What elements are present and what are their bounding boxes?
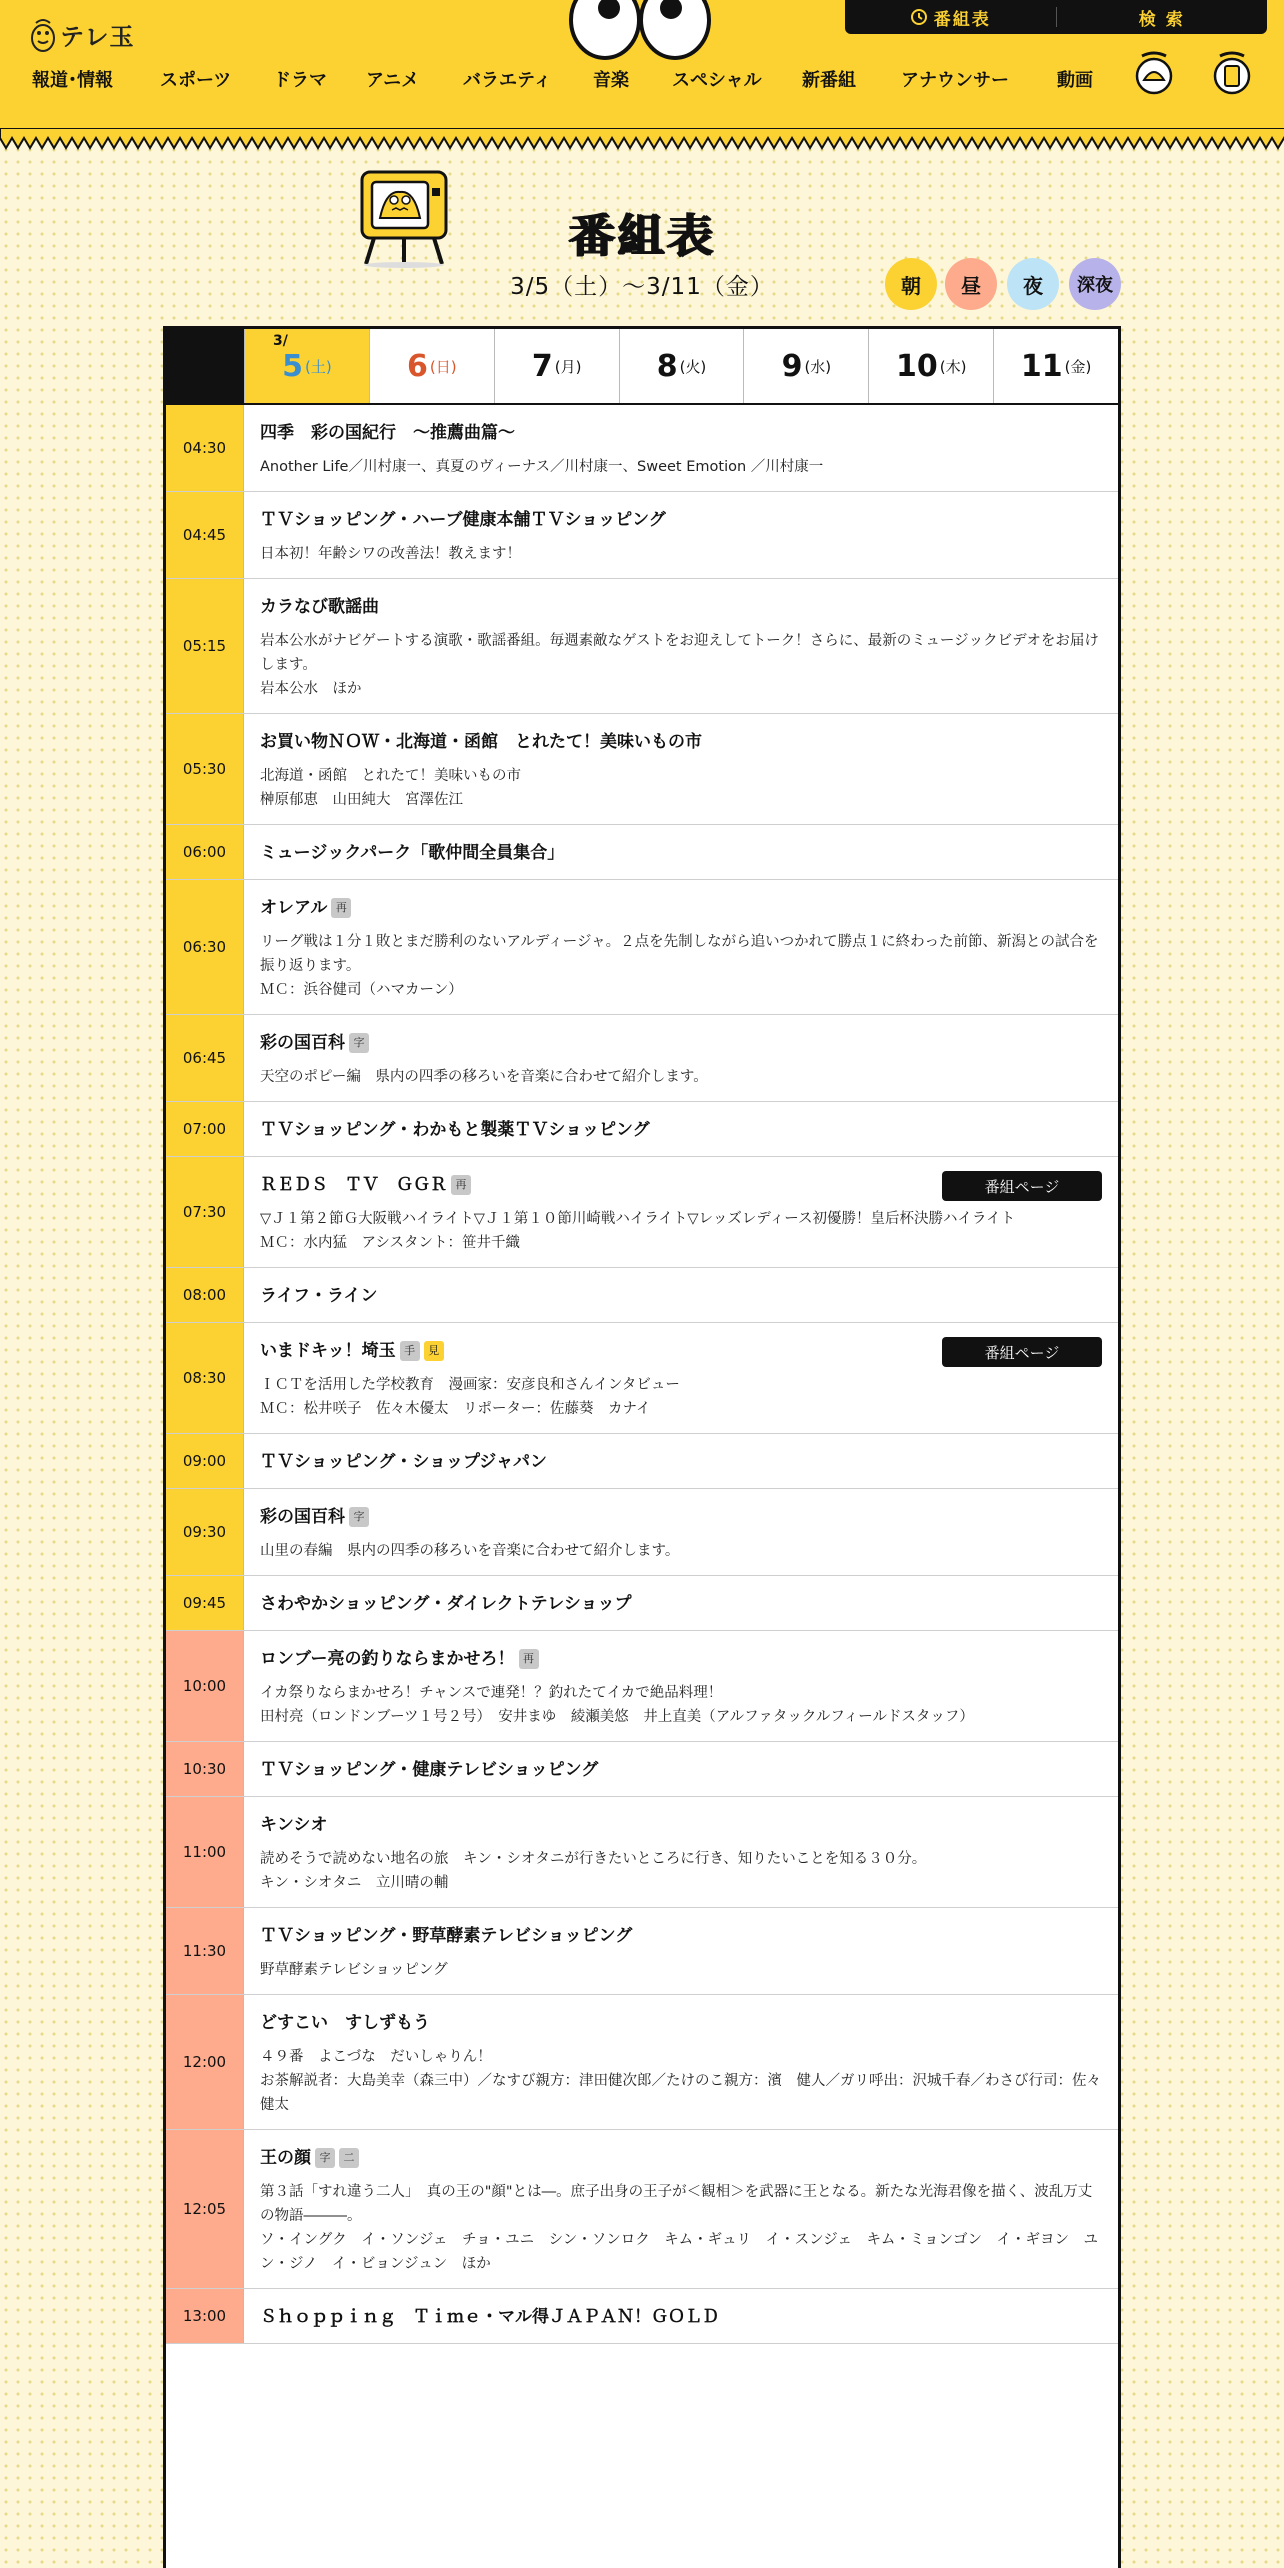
program-row	[166, 1908, 1118, 1995]
program-cell[interactable]	[244, 1015, 1118, 1101]
program-time: 11:00	[166, 1797, 244, 1907]
program-description: イカ祭りならまかせろ！チャンスで連発！？釣れたてイカで絶品料理！ 田村亮（ロンドンブーツ１号２号） 安井まゆ 綾瀬美悠 井上直美（アルファタックルフィールドスタッフ）	[260, 1685, 974, 1725]
program-cell[interactable]	[244, 492, 1118, 578]
search-link[interactable]	[1057, 5, 1268, 30]
program-description: 第３話「すれ違う二人」 真の王の"顔"とは―。庶子出身の王子が＜観相＞を武器に王となる。新たな光海君像を描く、波乱万丈の物語―――。 ソ・イングク イ・ソンジェ チョ・ユニ シン・ソンロク キム・ギュリ イ・スンジェ キム・ミョンゴン イ・ギヨン ユン・ジノ イ・ビョンジュン ほか	[260, 2184, 1099, 2272]
program-tag-badge: 手	[400, 1341, 420, 1361]
program-time: 09:30	[166, 1489, 244, 1575]
program-tag-badge: 二	[339, 2148, 359, 2168]
program-time: 07:00	[166, 1102, 244, 1156]
nav-item-drama[interactable]: ドラマ	[273, 70, 327, 91]
program-tag-badge: 見	[424, 1341, 444, 1361]
date-range: 3/5（土）〜3/11（金）	[510, 274, 774, 300]
program-row	[166, 1576, 1118, 1631]
program-description: 岩本公水がナビゲートする演歌・歌謡番組。毎週素敵なゲストをお迎えしてトーク！さらに、最新のミュージックビデオをお届けします。 岩本公水 ほか	[260, 633, 1099, 697]
day-tab-weekday: (日)	[429, 357, 457, 376]
schedule-link[interactable]	[845, 5, 1056, 30]
program-row	[166, 1268, 1118, 1323]
header-zigzag-edge	[0, 128, 1284, 152]
mascot-logo-icon	[30, 14, 56, 54]
program-title[interactable]: カラなび歌謡曲	[260, 597, 379, 617]
program-row	[166, 1323, 1118, 1434]
day-tab-10[interactable]	[868, 329, 993, 403]
program-cell[interactable]	[244, 825, 1118, 879]
program-title[interactable]: 四季 彩の国紀行 ～推薦曲篇～	[260, 423, 515, 443]
program-time: 07:30	[166, 1157, 244, 1267]
program-title[interactable]: ライフ・ライン	[260, 1286, 378, 1306]
program-tag-badge: 字	[349, 1033, 369, 1053]
program-row	[166, 1742, 1118, 1797]
program-row	[166, 492, 1118, 579]
program-title[interactable]: ロンブー亮の釣りならまかせろ！ 再	[260, 1645, 1102, 1673]
program-time: 06:00	[166, 825, 244, 879]
logo-text: テレ玉	[60, 22, 135, 51]
day-tab-weekday: (火)	[679, 357, 707, 376]
program-description: 山里の春編 県内の四季の移ろいを音楽に合わせて紹介します。	[260, 1543, 680, 1559]
program-title[interactable]: Ｓｈｏｐｐｉｎｇ Ｔｉｍｅ・マル得ＪＡＰＡＮ！ＧＯＬＤ	[260, 2307, 719, 2327]
program-tag-badge: 再	[451, 1175, 471, 1195]
program-cell[interactable]	[244, 714, 1118, 824]
program-cell[interactable]	[244, 1631, 1118, 1741]
page-title: 番組表	[568, 209, 716, 263]
schedule-link-label: 番組表	[933, 9, 991, 30]
nav-item-music[interactable]: 音楽	[593, 70, 629, 91]
program-title[interactable]: どすこい すしずもう	[260, 2013, 430, 2033]
day-tab-weekday: (水)	[804, 357, 832, 376]
day-tabs	[166, 329, 1118, 405]
program-cell[interactable]	[244, 1576, 1118, 1630]
program-time: 08:30	[166, 1323, 244, 1433]
program-cell[interactable]	[244, 2289, 1118, 2343]
nav-item-variety[interactable]: バラエティ	[463, 70, 552, 91]
program-description: 日本初！年齢シワの改善法！教えます！	[260, 546, 521, 562]
site-logo[interactable]	[30, 14, 135, 54]
day-header-corner	[166, 329, 244, 403]
program-description: ▽Ｊ１第２節Ｇ大阪戦ハイライト▽Ｊ１第１０節川崎戦ハイライト▽レッズレディース初優勝！皇后杯決勝ハイライト ＭＣ：水内猛 アシスタント：笹井千織	[260, 1211, 1016, 1251]
program-cell[interactable]	[244, 579, 1118, 713]
program-cell[interactable]	[244, 2130, 1118, 2288]
day-tab-date: 9	[781, 348, 803, 384]
program-cell[interactable]	[244, 1323, 1118, 1433]
time-of-day-night-button[interactable]: 夜	[1007, 258, 1059, 310]
program-title[interactable]: ＴＶショッピング・ショップジャパン	[260, 1452, 547, 1472]
program-time: 05:30	[166, 714, 244, 824]
program-list	[166, 405, 1118, 2344]
day-tab-11[interactable]	[993, 329, 1118, 403]
time-of-day-daytime-button[interactable]: 昼	[945, 258, 997, 310]
program-time: 10:00	[166, 1631, 244, 1741]
program-time: 04:45	[166, 492, 244, 578]
time-of-day-morning-button[interactable]: 朝	[885, 258, 937, 310]
teletama-pass-icon[interactable]	[1212, 50, 1252, 96]
program-title[interactable]: さわやかショッピング・ダイレクトテレショップ	[260, 1594, 632, 1614]
program-cell[interactable]	[244, 1102, 1118, 1156]
program-page-button[interactable]: 番組ページ	[942, 1171, 1102, 1201]
program-title[interactable]: ミュージックパーク「歌仲間全員集合」	[260, 843, 565, 863]
day-tab-weekday: (月)	[554, 357, 582, 376]
day-tab-date: 10	[895, 348, 938, 384]
day-tab-7[interactable]	[494, 329, 619, 403]
program-row	[166, 1102, 1118, 1157]
program-description: 読めそうで読めない地名の旅 キン・シオタニが行きたいところに行き、知りたいことを知る３０分。 キン・シオタニ 立川晴の輔	[260, 1851, 927, 1891]
program-cell[interactable]	[244, 1268, 1118, 1322]
program-row	[166, 579, 1118, 714]
program-tag-badge: 字	[349, 1507, 369, 1527]
program-title[interactable]: 彩の国百科 字	[260, 1029, 1102, 1057]
program-row	[166, 1631, 1118, 1742]
program-row	[166, 2130, 1118, 2289]
program-title[interactable]: オレアル 再	[260, 894, 1102, 922]
program-time: 06:30	[166, 880, 244, 1014]
day-tab-date: 11	[1020, 348, 1063, 384]
program-description: Another Life／川村康一、真夏のヴィーナス／川村康一、Sweet Emotion ／川村康一	[260, 459, 824, 475]
day-tab-6[interactable]	[369, 329, 494, 403]
top-utility-bar	[845, 0, 1267, 34]
program-cell[interactable]	[244, 880, 1118, 1014]
program-time: 12:05	[166, 2130, 244, 2288]
program-page-button[interactable]: 番組ページ	[942, 1337, 1102, 1367]
day-tab-date: 8	[656, 348, 678, 384]
day-tab-month: 3/	[273, 333, 288, 349]
mascot-eyes-icon	[565, 0, 715, 60]
nav-item-videos[interactable]: 動画	[1057, 70, 1093, 91]
day-tab-weekday: (土)	[305, 357, 332, 376]
program-cell[interactable]	[244, 1797, 1118, 1907]
program-time: 13:00	[166, 2289, 244, 2343]
program-time: 10:30	[166, 1742, 244, 1796]
program-cell[interactable]	[244, 1157, 1118, 1267]
day-tab-date: 6	[406, 348, 428, 384]
day-tab-8[interactable]	[619, 329, 744, 403]
day-tab-date: 7	[531, 348, 553, 384]
program-time: 09:45	[166, 1576, 244, 1630]
time-of-day-latenight-button[interactable]: 深夜	[1069, 258, 1121, 310]
program-cell[interactable]	[244, 405, 1118, 491]
nav-item-announcers[interactable]: アナウンサー	[901, 70, 1009, 91]
program-time: 04:30	[166, 405, 244, 491]
program-title[interactable]: キンシオ	[260, 1815, 328, 1835]
program-row	[166, 405, 1118, 492]
program-title[interactable]: 王の顔 字 二	[260, 2144, 1102, 2172]
program-title[interactable]: ＴＶショッピング・健康テレビショッピング	[260, 1760, 599, 1780]
program-description: リーグ戦は１分１敗とまだ勝利のないアルディージャ。２点を先制しながら追いつかれて勝点１に終わった前節、新潟との試合を振り返ります。 ＭＣ：浜谷健司（ハマカーン）	[260, 934, 1099, 998]
program-row	[166, 1797, 1118, 1908]
program-description: ＩＣＴを活用した学校教育 漫画家：安彦良和さんインタビュー ＭＣ：松井咲子 佐々木優太 リポーター：佐藤葵 カナイ	[260, 1377, 680, 1417]
program-time: 06:45	[166, 1015, 244, 1101]
program-title[interactable]: ＴＶショッピング・野草酵素テレビショッピング	[260, 1926, 633, 1946]
program-title[interactable]: ＴＶショッピング・ハーブ健康本舗ＴＶショッピング	[260, 510, 666, 530]
program-description: ４９番 よこづな だいしゃりん！ お茶解説者：大島美幸（森三中）／なすび親方：津田健次郎／たけのこ親方：濱 健人／ガリ呼出：沢城千春／わさび行司：佐々健太	[260, 2049, 1101, 2113]
program-row	[166, 825, 1118, 880]
program-time: 11:30	[166, 1908, 244, 1994]
program-row	[166, 714, 1118, 825]
program-time: 12:00	[166, 1995, 244, 2129]
day-tab-5[interactable]	[244, 329, 369, 403]
program-description: 天空のポピー編 県内の四季の移ろいを音楽に合わせて紹介します。	[260, 1069, 708, 1085]
program-row	[166, 2289, 1118, 2344]
day-tab-weekday: (金)	[1064, 357, 1092, 376]
search-link-label: 検 索	[1138, 9, 1185, 30]
program-cell[interactable]	[244, 1995, 1118, 2129]
program-time: 05:15	[166, 579, 244, 713]
nav-item-sports[interactable]: スポーツ	[160, 70, 232, 91]
nav-item-special[interactable]: スペシャル	[672, 70, 762, 91]
program-title[interactable]: お買い物ＮＯＷ・北海道・函館 とれたて！美味いもの市	[260, 732, 702, 752]
program-cell[interactable]	[244, 1489, 1118, 1575]
program-title[interactable]: いまドキッ！埼玉 手 見	[260, 1337, 1102, 1365]
program-tag-badge: 再	[519, 1649, 539, 1669]
program-schedule	[163, 326, 1121, 2568]
nav-item-anime[interactable]: アニメ	[366, 70, 420, 91]
program-row	[166, 880, 1118, 1015]
program-description: 野草酵素テレビショッピング	[260, 1962, 448, 1978]
day-tab-9[interactable]	[743, 329, 868, 403]
program-time: 08:00	[166, 1268, 244, 1322]
clock-icon	[910, 8, 928, 26]
program-row	[166, 1157, 1118, 1268]
program-cell[interactable]	[244, 1908, 1118, 1994]
main-nav	[0, 66, 1284, 96]
program-title[interactable]: 彩の国百科 字	[260, 1503, 1102, 1531]
day-tab-weekday: (木)	[939, 357, 967, 376]
program-tag-badge: 字	[315, 2148, 335, 2168]
program-tag-badge: 再	[331, 898, 351, 918]
nav-item-news[interactable]: 報道･情報	[32, 70, 113, 91]
site-header	[0, 0, 1284, 140]
program-time: 09:00	[166, 1434, 244, 1488]
program-row	[166, 1489, 1118, 1576]
teletama-shop-icon[interactable]	[1134, 50, 1174, 96]
day-tab-date: 5	[282, 348, 303, 384]
program-cell[interactable]	[244, 1742, 1118, 1796]
program-description: 北海道・函館 とれたて！美味いもの市 榊原郁恵 山田純大 宮澤佐江	[260, 768, 521, 808]
nav-item-new-programs[interactable]: 新番組	[802, 70, 856, 91]
program-title[interactable]: ＲＥＤＳ ＴＶ ＧＧＲ 再	[260, 1171, 1102, 1199]
program-title[interactable]: ＴＶショッピング・わかもと製薬ＴＶショッピング	[260, 1120, 650, 1140]
program-cell[interactable]	[244, 1434, 1118, 1488]
program-row	[166, 1015, 1118, 1102]
program-row	[166, 1995, 1118, 2130]
program-row	[166, 1434, 1118, 1489]
